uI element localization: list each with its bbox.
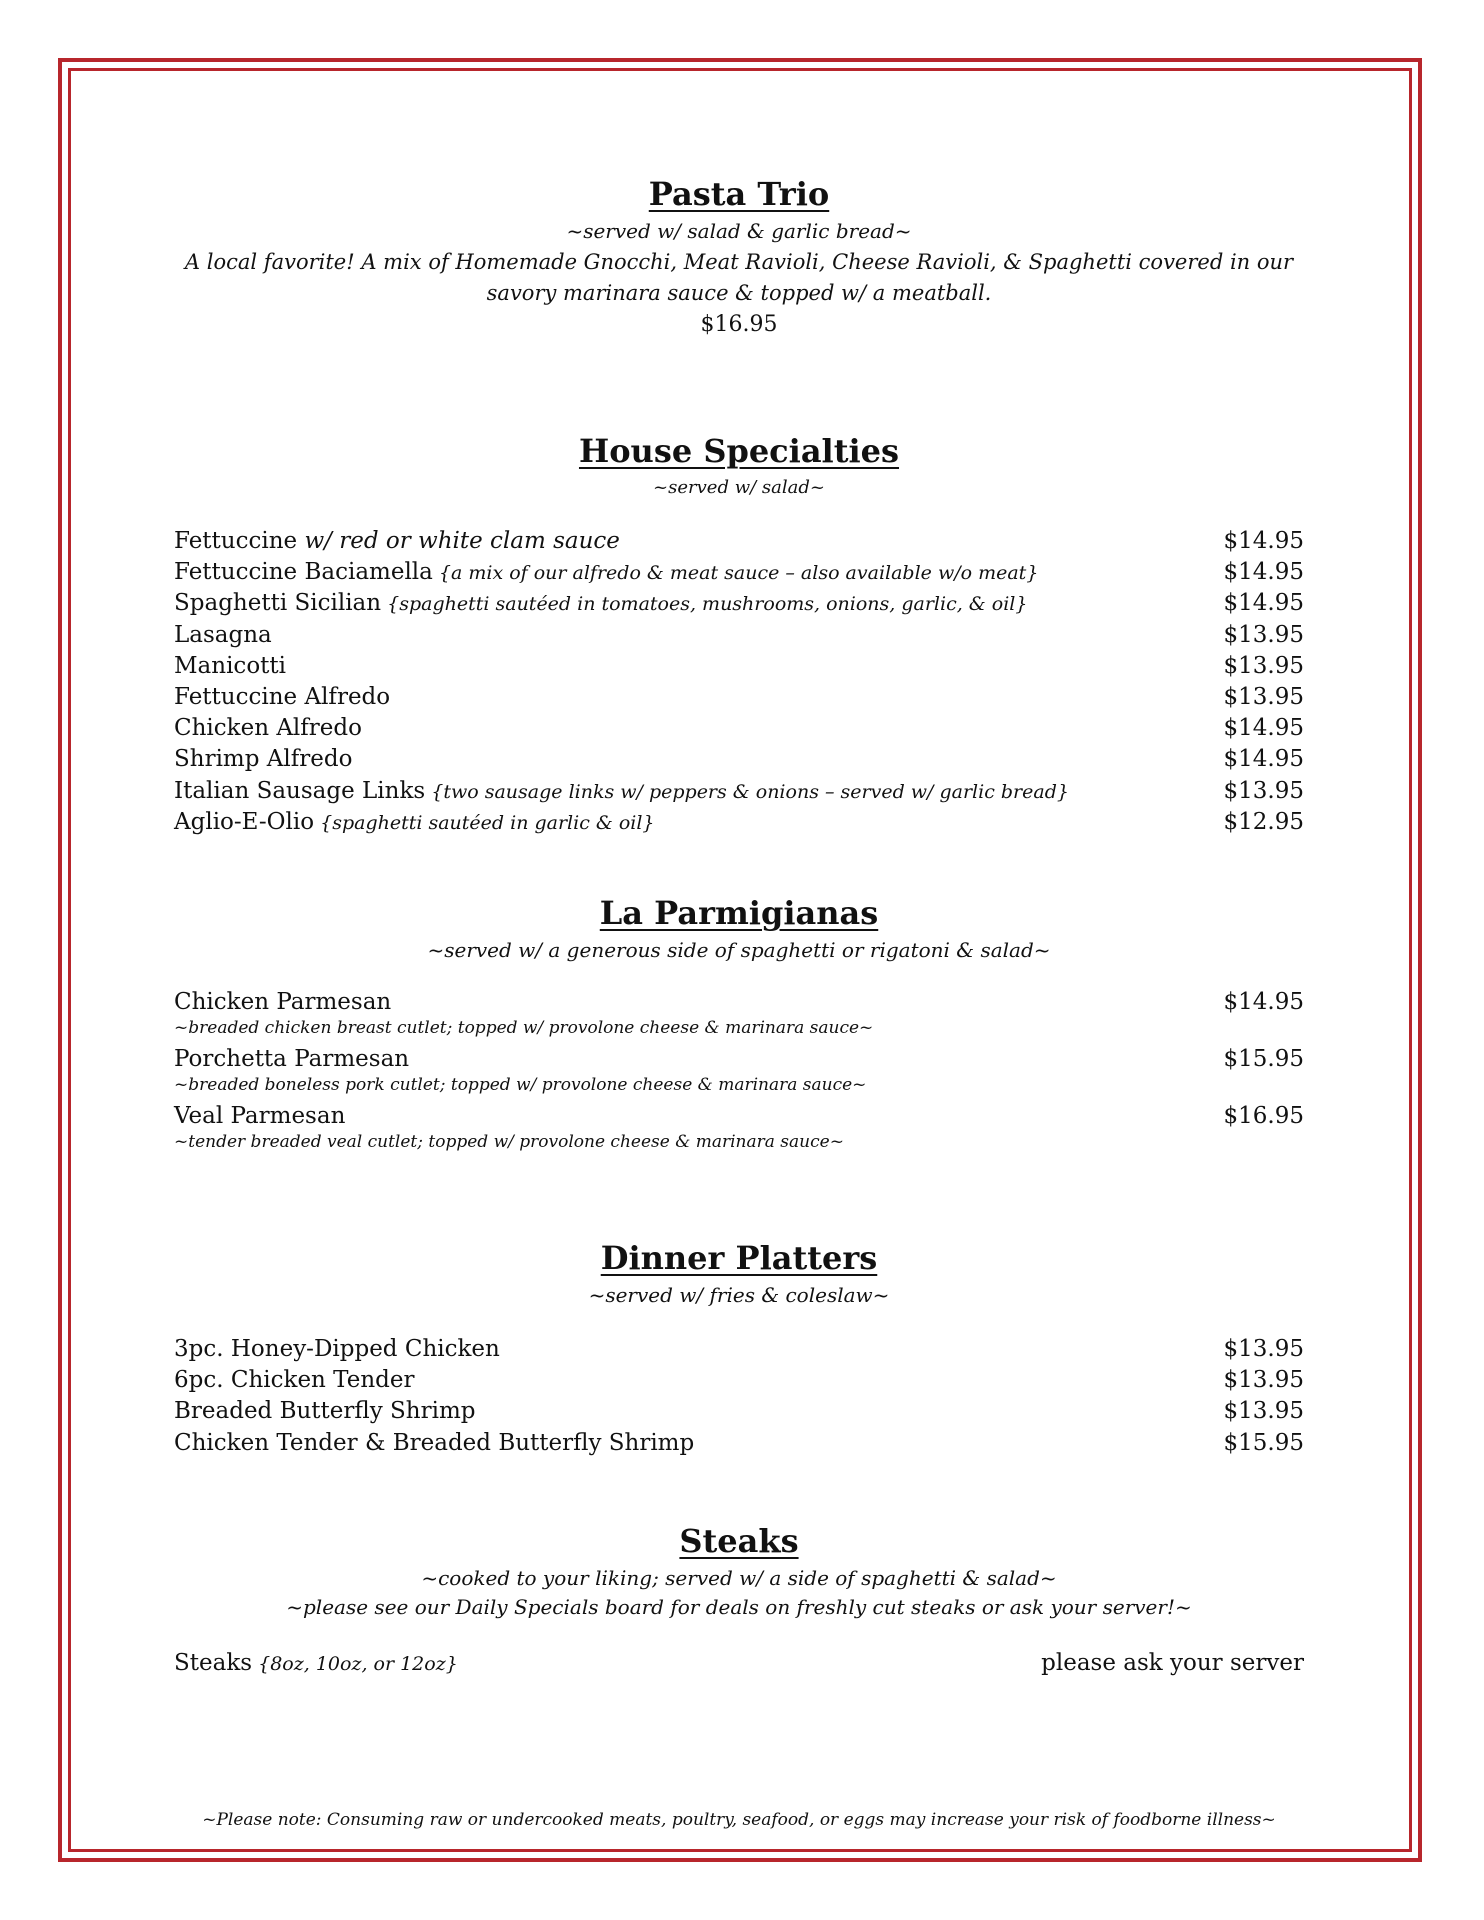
house-specialty-row: [174, 620, 1304, 651]
steaks-item-note: {8oz, 10oz, or 12oz}: [252, 1653, 458, 1675]
steaks-served-2: ~please see our Daily Specials board for deals on freshly cut steaks or ask your server!~: [286, 1595, 1192, 1619]
steaks-served-1: ~cooked to your liking; served w/ a side of spaghetti & salad~: [421, 1566, 1057, 1590]
house-specialty-row: [174, 682, 1304, 713]
dinner-platter-name: 6pc. Chicken Tender: [174, 1367, 415, 1394]
dinner-platters-title: Dinner Platters: [600, 1239, 878, 1277]
pasta-trio-price: $16.95: [700, 312, 778, 337]
dinner-platter-name: Chicken Tender & Breaded Butterfly Shrimp: [174, 1429, 695, 1456]
house-specialty-row: [174, 713, 1304, 744]
parmigiana-description: ~tender breaded veal cutlet; topped w/ provolone cheese & marinara sauce~: [174, 1132, 844, 1152]
house-specialty-name-italic: w/ red or white clam sauce: [297, 528, 620, 554]
house-specialties-served: ~served w/ salad~: [653, 477, 825, 498]
dinner-platters-served: ~served w/ fries & coleslaw~: [588, 1283, 890, 1307]
parmigiana-name: Veal Parmesan: [174, 1103, 346, 1129]
house-specialty-name-text: Chicken Alfredo: [174, 715, 362, 742]
foodborne-illness-notice: ~Please note: Consuming raw or undercooked meats, poultry, seafood, or eggs may increase your risk of foodborne illness~: [202, 1810, 1276, 1830]
house-specialty-name: [174, 713, 362, 745]
dinner-platter-row: [174, 1428, 1304, 1459]
parmigiana-name: Porchetta Parmesan: [174, 1046, 410, 1072]
house-specialty-price: $13.95: [1223, 777, 1304, 804]
pasta-trio-served: ~served w/ salad & garlic bread~: [566, 219, 912, 243]
parmigiana-name: Chicken Parmesan: [174, 989, 392, 1015]
house-specialty-name-text: Manicotti: [174, 652, 287, 679]
house-specialty-name-text: Fettuccine Alfredo: [174, 684, 391, 710]
parmigiana-description: ~breaded boneless pork cutlet; topped w/ provolone cheese & marinara sauce~: [174, 1075, 867, 1095]
house-specialty-name: [174, 620, 272, 652]
house-specialty-name-text: Shrimp Alfredo: [174, 746, 353, 773]
house-specialty-row: [174, 807, 1304, 838]
parmigiana-description: ~breaded chicken breast cutlet; topped w/ provolone cheese & marinara sauce~: [174, 1018, 874, 1038]
house-specialty-note: {spaghetti sautéed in garlic & oil}: [314, 811, 655, 834]
parmigianas-served: ~served w/ a generous side of spaghetti or rigatoni & salad~: [427, 938, 1051, 962]
house-specialty-price: $13.95: [1223, 652, 1304, 679]
parmigiana-row: [174, 1101, 1304, 1132]
house-specialty-note: {a mix of our alfredo & meat sauce – also available w/o meat}: [432, 562, 1039, 585]
house-specialty-name: [174, 557, 1038, 589]
house-specialty-row: [174, 776, 1304, 807]
house-specialty-price: $14.95: [1223, 590, 1304, 617]
house-specialty-row: [174, 557, 1304, 588]
pasta-trio-title: Pasta Trio: [648, 175, 830, 213]
dinner-platter-row: [174, 1365, 1304, 1396]
house-specialty-name-text: Aglio-E-Olio: [174, 808, 315, 835]
dinner-platter-row: [174, 1334, 1304, 1365]
dinner-platter-price: $15.95: [1223, 1429, 1304, 1456]
dinner-platter-row: [174, 1396, 1304, 1427]
parmigiana-price: $16.95: [1223, 1103, 1304, 1129]
house-specialty-name-text: Italian Sausage Links: [174, 777, 426, 804]
house-specialty-name: [174, 776, 1069, 808]
steaks-row: [174, 1648, 1304, 1679]
house-specialty-name: [174, 744, 352, 776]
dinner-platter-price: $13.95: [1223, 1336, 1304, 1362]
house-specialty-name: [174, 807, 655, 839]
house-specialty-name: [174, 651, 286, 683]
house-specialty-row: [174, 744, 1304, 775]
house-specialty-price: $13.95: [1223, 621, 1304, 648]
house-specialties-title: House Specialties: [578, 432, 900, 470]
house-specialty-note: {spaghetti sautéed in tomatoes, mushrooms, onions, garlic, & oil}: [381, 593, 1028, 616]
house-specialty-price: $14.95: [1223, 715, 1304, 742]
house-specialty-name-text: Lasagna: [174, 621, 272, 648]
steaks-item-name: Steaks {8oz, 10oz, or 12oz}: [174, 1650, 458, 1676]
menu-page: [174, 0, 1304, 1920]
parmigiana-row: [174, 987, 1304, 1018]
house-specialty-name: [174, 682, 390, 714]
steaks-title: Steaks: [679, 1522, 799, 1560]
parmigianas-title: La Parmigianas: [599, 894, 879, 932]
house-specialty-name-text: Fettuccine Baciamella: [174, 559, 433, 586]
dinner-platter-price: $13.95: [1223, 1367, 1304, 1394]
parmigiana-row: [174, 1044, 1304, 1075]
house-specialty-price: $12.95: [1223, 808, 1304, 835]
parmigiana-price: $15.95: [1223, 1046, 1304, 1072]
steaks-item-price: please ask your server: [1041, 1650, 1304, 1676]
house-specialty-price: $13.95: [1223, 684, 1304, 710]
house-specialty-name: [174, 588, 1027, 620]
house-specialty-price: $14.95: [1223, 559, 1304, 586]
house-specialty-price: $14.95: [1223, 746, 1304, 773]
parmigiana-price: $14.95: [1223, 989, 1304, 1015]
dinner-platter-price: $13.95: [1223, 1398, 1304, 1425]
dinner-platter-name: 3pc. Honey-Dipped Chicken: [174, 1336, 500, 1362]
house-specialty-price: $14.95: [1223, 528, 1304, 554]
house-specialty-row: [174, 651, 1304, 682]
house-specialty-row: [174, 526, 1304, 557]
pasta-trio-description-1: A local favorite! A mix of Homemade Gnocchi, Meat Ravioli, Cheese Ravioli, & Spaghetti covered in our: [184, 250, 1294, 274]
house-specialty-name: [174, 526, 620, 558]
house-specialty-note: {two sausage links w/ peppers & onions – served w/ garlic bread}: [425, 780, 1069, 803]
house-specialty-row: [174, 588, 1304, 619]
house-specialty-name-text: Fettuccine: [174, 528, 298, 554]
house-specialty-name-text: Spaghetti Sicilian: [174, 590, 382, 617]
pasta-trio-description-2: savory marinara sauce & topped w/ a meatball.: [486, 281, 992, 305]
dinner-platter-name: Breaded Butterfly Shrimp: [174, 1398, 476, 1425]
